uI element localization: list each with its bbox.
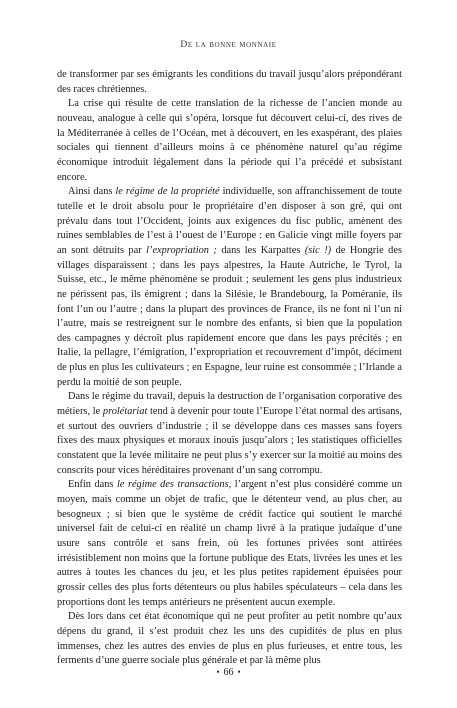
page-number-footer <box>0 667 457 678</box>
italic-run: prolétariat <box>102 406 148 418</box>
paragraph <box>57 97 402 185</box>
bullet-ornament-right: • <box>237 667 241 677</box>
italic-run: le régime de la propriété <box>115 186 220 198</box>
paragraph <box>57 185 402 390</box>
text-run: Dès lors dans cet état économique qui ne peut profiter au petit nombre qu’aux dépens du grand, il s’est produit chez les uns des cupidités de plus en plus immenses, chez les autres des envies de plus en plus furieuses, et entre tous, les ferments d’une guerre sociale plus générale et par là même plus <box>57 611 402 667</box>
text-run: l’argent n’est plus considéré comme un moyen, mais comme un objet de trafic, que le détenteur vend, au plus cher, au besogneux ; si bien que le système de crédit factice qui soutient le marché universel fait de celui-ci en réalité un champ livré à la pratique judaïque d’une usure sans contrôle et sans frein, où les fortunes privées sont attirées irrésistiblement non moins que la fortune publique des Etats, livrées les unes et les autres à toutes les chances du jeu, et les plus petites rapidement épuisées pour grossir celles des plus forts détenteurs ou plus habiles spéculateurs – cela dans les proportions dont les temps antérieurs ne présentent aucun exemple. <box>57 479 402 608</box>
text-run: La crise qui résulte de cette translation de la richesse de l’ancien monde au nouveau, analogue à celle qui s’opéra, lorsque fut découvert celui-ci, des rives de la Méditerranée à celles de l’Océan, met à découvert, en les exaspérant, des plaies sociales qui tiennent d’ailleurs moins à ce phénomène naturel qu’au régime économique introduit légalement dans la période qui l’a précédé et subsistant encore. <box>57 98 402 183</box>
text-run: Enfin dans <box>68 479 117 491</box>
paragraph <box>57 610 402 669</box>
page-number: 66 <box>223 667 234 678</box>
italic-run: (sic !) <box>304 244 332 256</box>
text-run: tend à devenir pour toute l’Europe l’état normal des artisans, et surtout des ouvriers d’industrie ; il se développe dans ces masses sans foyers fixes des maux physiques et moraux inouïs jusqu’alors ; les statistiques officielles constatent que la levée militaire ne peut plus s’y exercer sur la moitié au moins des conscrits pour vices héréditaires provenant d’un sang corrompu. <box>57 406 403 476</box>
italic-run: l’expropriation ; <box>146 244 217 256</box>
paragraph <box>57 390 402 478</box>
text-run: Dans le régime du travail, depuis la destruction de l’organisation corporative des métiers, le <box>57 391 402 418</box>
running-head: De la bonne monnaie <box>180 40 277 50</box>
paragraph <box>57 478 402 610</box>
bullet-ornament-left: • <box>216 667 220 677</box>
text-run: individuelle, son affranchissement de toute tutelle et le droit absolu pour le propriétaire d’en disposer à son gré, qui ont prévalu dans tout l’Occident, joints aux exigences du fisc public, amènent des ruines semblables de l’est à l’ouest de l’Europe : en Galicie vingt mille foyers par an sont détruits par <box>57 186 403 256</box>
text-run: de transformer par ses émigrants les conditions du travail jusqu’alors prépondérant des races chrétiennes. <box>57 69 402 95</box>
text-run: dans les Karpattes <box>216 244 305 256</box>
body-text <box>57 68 402 669</box>
text-run: de Hongrie des villages disparaissent ; dans les pays alpestres, la Haute Autriche, le Tyrol, la Suisse, etc., le même phénomène se produit ; seulement les gens plus industrieux ne périssent pas, ils émigrent ; dans la Silésie, le Brandebourg, la Poméranie, ils font l’un ou l’autre ; dans la plupart des provinces de France, ils ne font ni l’un ni l’autre, mais se restreignent sur le nombre des enfants, si bien que la population des campagnes y décroît plus rapidement encore que dans les pays précités ; en Italie, la pellagre, l’émigration, l’expropriation et recouvrement d’impôt, déciment de plus en plus les cultivateurs ; en Espagne, leur ruine est consommée ; l’Irlande a perdu la moitié de son peuple. <box>57 244 402 388</box>
text-run: Ainsi dans <box>68 186 116 198</box>
paragraph <box>57 68 402 97</box>
italic-run: le régime des transactions, <box>116 479 232 491</box>
